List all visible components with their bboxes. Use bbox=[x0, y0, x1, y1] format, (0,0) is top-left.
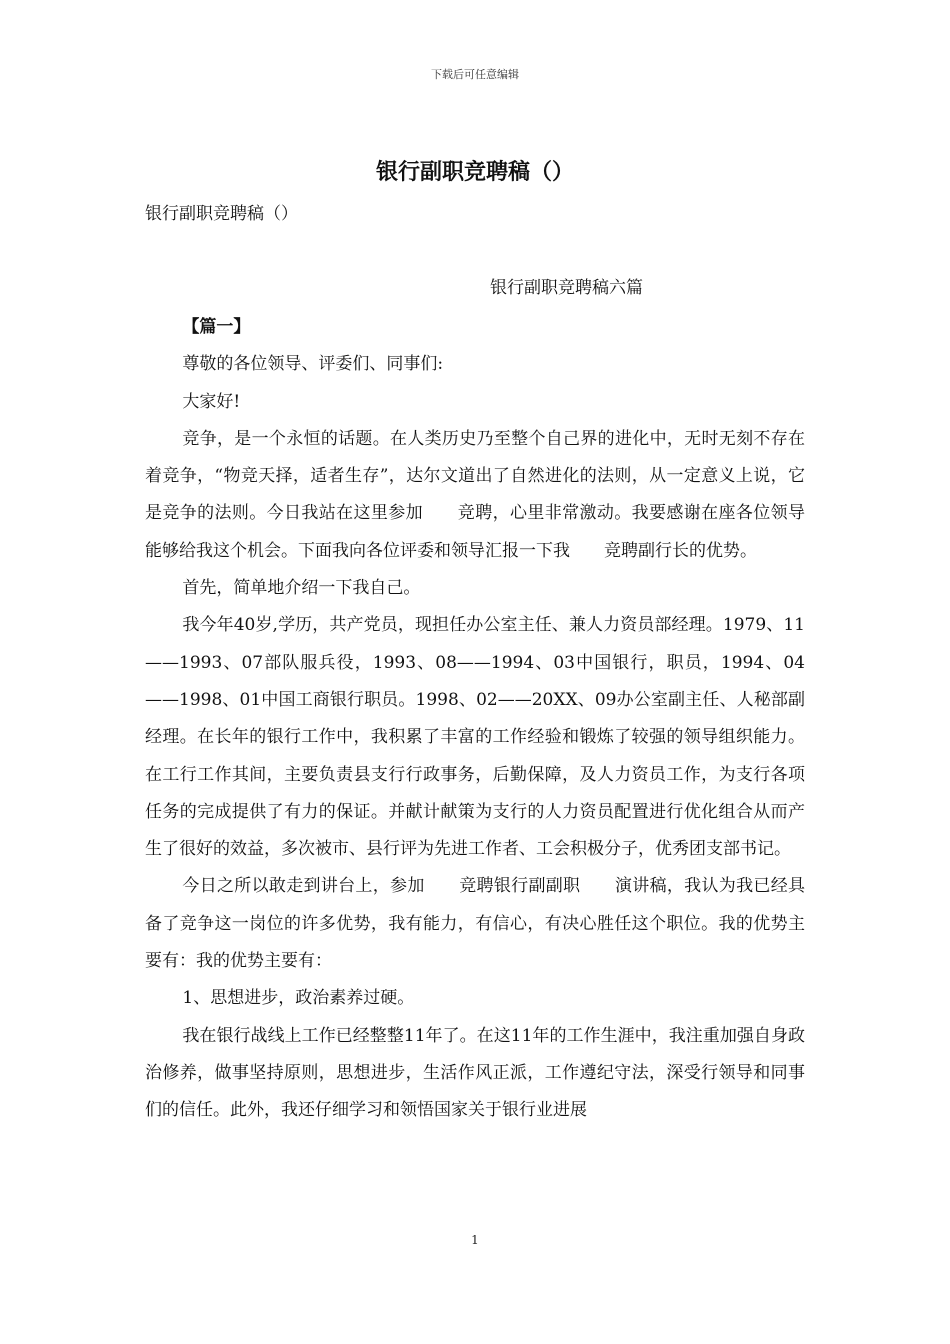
document-title: 银行副职竞聘稿（） bbox=[375, 159, 574, 185]
page-number: 1 bbox=[471, 1233, 479, 1247]
document-subtitle: 银行副职竞聘稿（） bbox=[145, 204, 298, 224]
greeting: 大家好! bbox=[182, 391, 241, 412]
body-paragraph: 我在银行战线上工作已经整整11年了。在这11年的工作生涯中，我注重加强自身政治修养，做事坚持原则，思想进步，生活作风正派，工作遵纪守法，深受行领导和同事们的信任。此外，我还仔细学习和领悟国家关于银行业进展 bbox=[145, 1025, 805, 1121]
section-heading: 银行副职竞聘稿六篇 bbox=[490, 278, 643, 298]
body-paragraph: 竞争，是一个永恒的话题。在人类历史乃至整个自己界的进化中，无时无刻不存在着竞争，“物竞天择，适者生存”，达尔文道出了自然进化的法则，从一定意义上说，它是竞争的法则。今日我站在这里参加 竞聘，心里非常激动。我要感谢在座各位领导能够给我这个机会。下面我向各位评委和领导汇报一下我 竞聘副行长的优势。 bbox=[145, 428, 805, 561]
body-paragraph: 今日之所以敢走到讲台上，参加 竞聘银行副副职 演讲稿，我认为我已经具备了竞争这一岗位的许多优势，我有能力，有信心，有决心胜任这个职位。我的优势主要有：我的优势主要有： bbox=[145, 876, 805, 972]
part-label: 【篇一】 bbox=[182, 317, 251, 337]
header-note: 下载后可任意编辑 bbox=[431, 68, 519, 81]
list-point: 1、思想进步，政治素养过硬。 bbox=[182, 988, 415, 1009]
document-body bbox=[145, 309, 805, 1130]
salutation: 尊敬的各位领导、评委们、同事们: bbox=[182, 354, 444, 375]
body-paragraph: 首先，简单地介绍一下我自己。 bbox=[182, 578, 421, 599]
body-paragraph: 我今年40岁,学历，共产党员，现担任办公室主任、兼人力资员部经理。1979、11——1993、07部队服兵役，1993、08——1994、03中国银行，职员，1994、04——1998、01中国工商银行职员。1998、02——20XX、09办公室副主任、人秘部副经理。在长年的银行工作中，我积累了丰富的工作经验和锻炼了较强的领导组织能力。在工行工作其间，主要负责县支行行政事务，后勤保障，及人力资员工作，为支行各项任务的完成提供了有力的保证。并献计献策为支行的人力资员配置进行优化组合从而产生了很好的效益，多次被市、县行评为先进工作者、工会积极分子，优秀团支部书记。 bbox=[145, 615, 805, 860]
